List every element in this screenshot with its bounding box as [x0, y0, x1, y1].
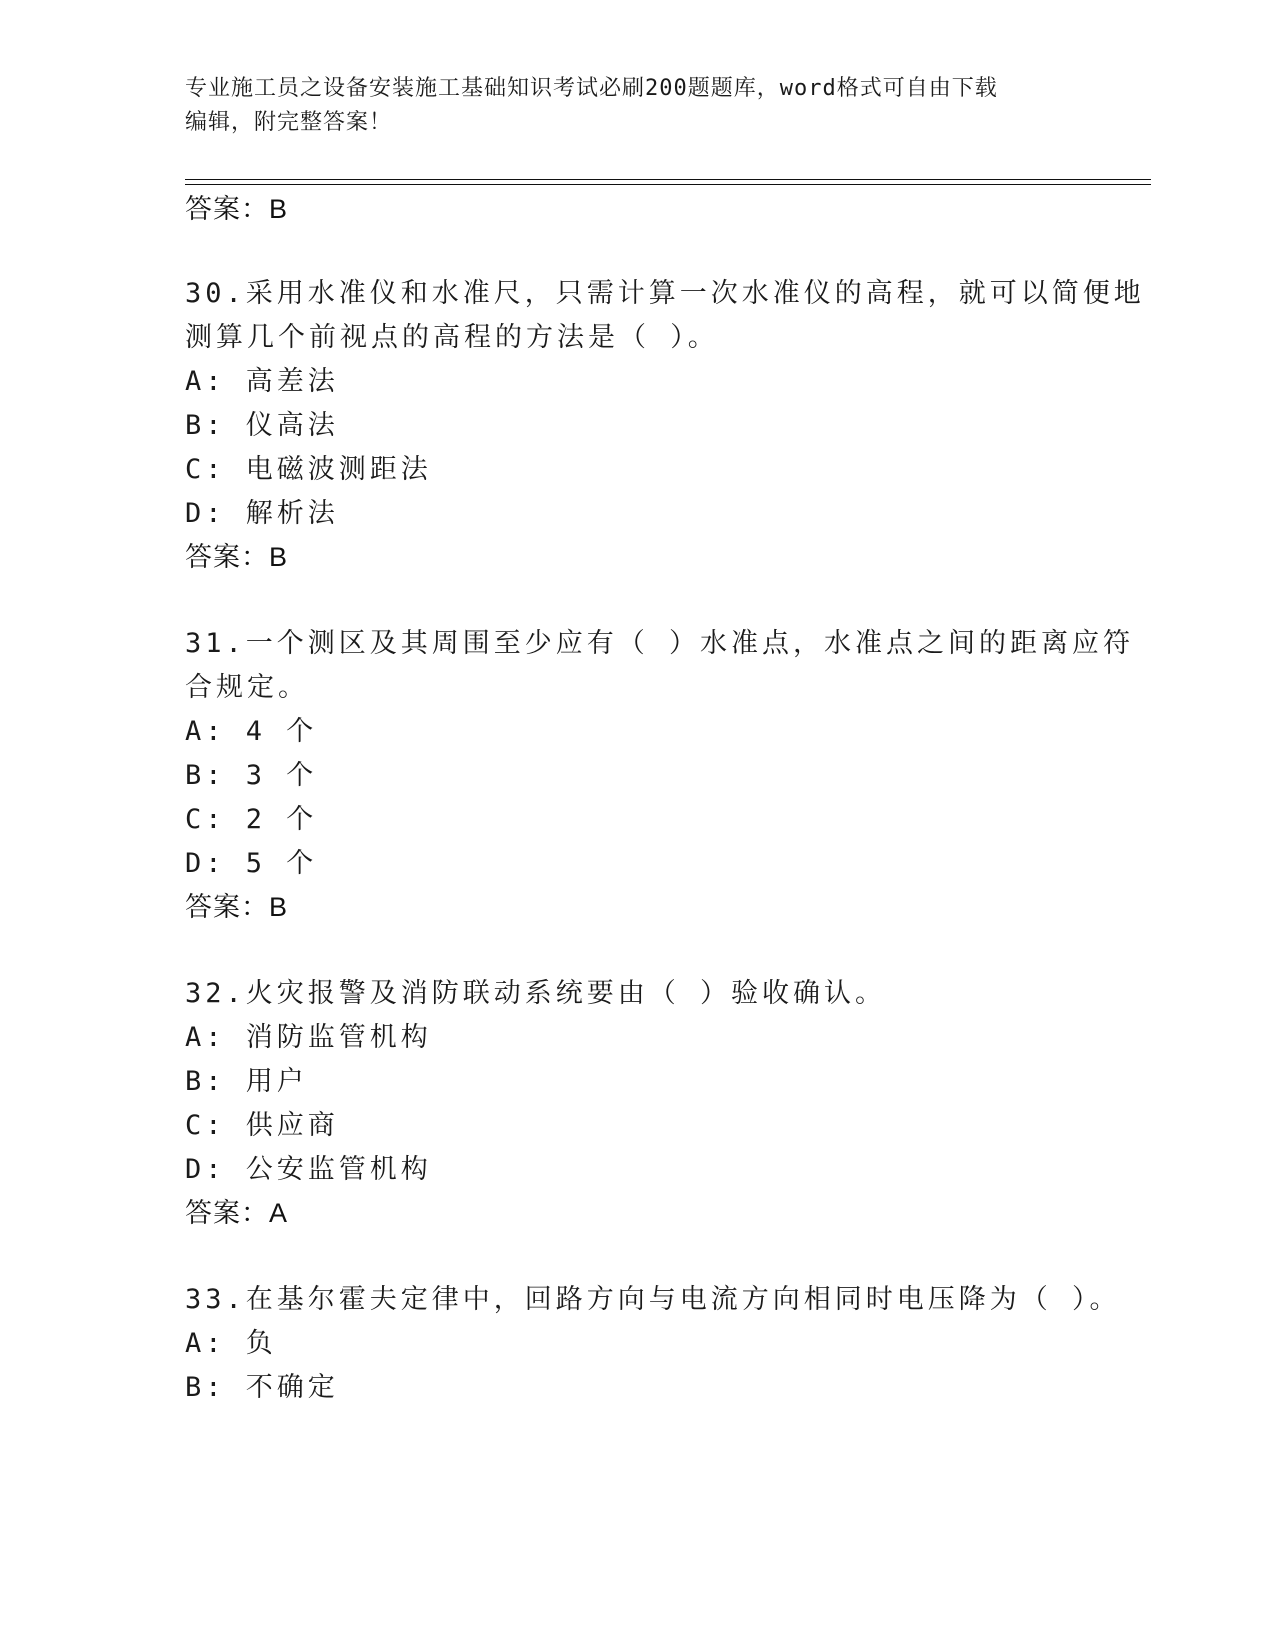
question-31-stem-line-2: 合规定。 [185, 672, 309, 703]
question-30-option-b: B: 仪高法 [185, 410, 339, 441]
question-31-answer: 答案：B [185, 892, 289, 922]
previous-question-answer: 答案：B [185, 194, 289, 224]
question-30-answer: 答案：B [185, 542, 289, 572]
question-30-option-a: A: 高差法 [185, 366, 339, 397]
question-32-stem: 32.火灾报警及消防联动系统要由（ ）验收确认。 [185, 978, 887, 1009]
header-line-2: 编辑，附完整答案！ [185, 110, 393, 135]
header-line-1: 专业施工员之设备安装施工基础知识考试必刷200题题库，word格式可自由下载 [185, 76, 998, 101]
question-30-option-d: D: 解析法 [185, 498, 339, 529]
question-33-option-a: A: 负 [185, 1328, 277, 1359]
question-31-option-c: C: 2 个 [185, 804, 318, 835]
question-31-stem-line-1: 31.一个测区及其周围至少应有（ ）水准点，水准点之间的距离应符 [185, 628, 1135, 659]
question-32-option-a: A: 消防监管机构 [185, 1022, 432, 1053]
question-33-option-b: B: 不确定 [185, 1372, 339, 1403]
question-32-option-d: D: 公安监管机构 [185, 1154, 432, 1185]
header-divider-top [185, 179, 1151, 180]
question-30-option-c: C: 电磁波测距法 [185, 454, 432, 485]
question-33-stem: 33.在基尔霍夫定律中，回路方向与电流方向相同时电压降为（ ）。 [185, 1284, 1121, 1315]
header-divider-bottom [185, 184, 1151, 185]
question-32-option-b: B: 用户 [185, 1066, 308, 1097]
document-header [185, 72, 1085, 140]
question-30-stem-line-1: 30.采用水准仪和水准尺，只需计算一次水准仪的高程，就可以简便地 [185, 278, 1145, 309]
question-32-answer: 答案：A [185, 1198, 289, 1228]
question-32-option-c: C: 供应商 [185, 1110, 339, 1141]
question-31-option-b: B: 3 个 [185, 760, 318, 791]
question-31-option-d: D: 5 个 [185, 848, 318, 879]
question-31-option-a: A: 4 个 [185, 716, 318, 747]
question-30-stem-line-2: 测算几个前视点的高程的方法是（ ）。 [185, 322, 719, 353]
